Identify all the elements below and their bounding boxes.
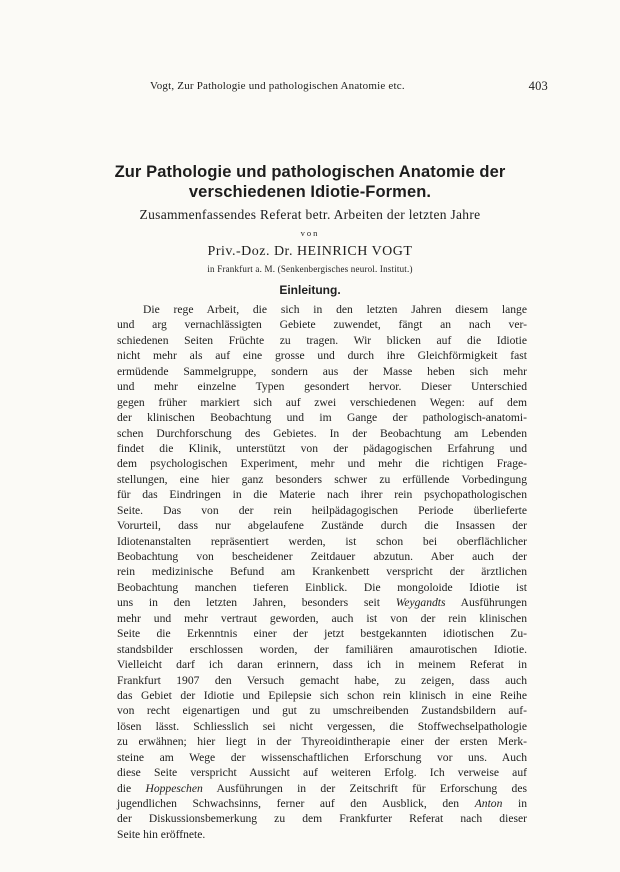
body-line: und mehr einzelne Typen gesondert hervor. Dieser Unterschied	[117, 380, 527, 394]
body-line: standsbilder erschlossen worden, der familiären amaurotischen Idiotie.	[117, 642, 527, 656]
running-title: Vogt, Zur Pathologie und pathologischen Anatomie etc.	[150, 80, 405, 92]
body-line: rein medizinische Befund am Krankenbett verspricht der ärztlichen	[117, 565, 527, 579]
body-line: die Hoppeschen Ausführungen in der Zeitschrift für Erforschung des	[117, 781, 527, 795]
body-line: gegen früher markiert sich auf zwei verschiedenen Wegen: auf dem	[117, 395, 527, 409]
body-line: ermüdende Sammelgruppe, sondern aus der Masse heben sich mehr	[117, 364, 527, 378]
body-paragraph	[117, 302, 527, 842]
byline-von: von	[300, 228, 320, 238]
body-line: von recht eigenartigen und gut zu umschreibenden Zustandsbildern auf-	[117, 704, 527, 718]
body-line: zu erwähnen; hier liegt in der Thyreoidintherapie einer der ersten Merk-	[117, 735, 527, 749]
body-line: uns in den letzten Jahren, besonders seit Weygandts Ausführungen	[117, 596, 528, 610]
body-line: der klinischen Beobachtung und im Gange der pathologisch-anatomi-	[117, 411, 527, 425]
body-line: mehr und mehr vertraut geworden, auch ist von der rein klinischen	[117, 611, 527, 625]
body-line: Seite hin eröffnete.	[117, 827, 206, 841]
page-number: 403	[528, 79, 548, 93]
body-line: Die rege Arbeit, die sich in den letzten Jahren diesem lange	[143, 303, 527, 316]
body-line: der Diskussionsbemerkung zu dem Frankfurter Referat nach dieser	[117, 812, 527, 826]
author-name: Priv.-Doz. Dr. HEINRICH VOGT	[207, 244, 413, 259]
body-line: diese Seite verspricht Aussicht auf weiteren Erfolg. Ich verweise auf	[117, 766, 527, 780]
italic-term: Hoppeschen	[145, 781, 203, 795]
article-title-line-2: verschiedenen Idiotie-Formen.	[188, 183, 432, 201]
body-line: Beobachtung von bescheidener Zeitdauer abzutun. Aber auch der	[117, 550, 527, 563]
body-line: lösen lässt. Schliesslich sei nicht vergessen, die Stoffwechselpathologie	[117, 719, 527, 733]
body-line: Vielleicht darf ich daran erinnern, dass ich in meinem Referat in	[117, 658, 527, 672]
article-subtitle: Zusammenfassendes Referat betr. Arbeiten der letzten Jahre	[139, 207, 481, 222]
body-line: steine am Wege der wissenschaftlichen Erforschung vor uns. Auch	[117, 750, 527, 764]
author-affiliation: in Frankfurt a. M. (Senkenbergisches neurol. Institut.)	[207, 264, 413, 274]
body-line: Seite die Erkenntnis einer der jetzt bestgekannten idiotischen Zu-	[117, 627, 527, 641]
body-line: das Gebiet der Idiotie und Epilepsie sich schon rein klinisch in eine Reihe	[117, 688, 527, 702]
body-line: Idiotenanstalten repräsentiert werden, ist schon bei oberflächlicher	[117, 534, 527, 548]
body-line: dem psychologischen Experiment, mehr und mehr die richtigen Frage-	[117, 457, 527, 471]
body-line: stellungen, eine hier ganz besonders schwer zu erfüllende Vorbedingung	[117, 472, 527, 486]
body-line: findet die Klinik, unterstützt von der pädagogischen Erfahrung und	[117, 441, 527, 455]
body-line: für das Eindringen in die Materie nach ihrer rein psychopathologischen	[117, 488, 527, 502]
body-line: Beobachtung manchen tieferen Einblick. Die mongoloide Idiotie ist	[117, 580, 527, 594]
body-line: Frankfurt 1907 den Versuch gemacht habe, zu zeigen, dass auch	[117, 673, 527, 687]
italic-term: Anton	[474, 797, 503, 810]
body-line: schiedenen Seiten Früchte zu tragen. Wir blicken auf die Idiotie	[117, 333, 527, 347]
body-line: nicht mehr als auf eine grosse und durch ihre Gleichförmigkeit fast	[117, 349, 527, 363]
article-title	[80, 162, 540, 202]
body-line: und arg vernachlässigten Gebiete zuwendet, fängt an nach ver-	[117, 318, 527, 332]
body-line: Vorurteil, dass nur abgelaufene Zustände durch die Insassen der	[117, 519, 527, 533]
body-line: jugendlichen Schwachsinns, ferner auf den Ausblick, den Anton in	[117, 797, 527, 810]
article-title-line-1: Zur Pathologie und pathologischen Anatomie der	[114, 163, 506, 181]
italic-term: Weygandts	[395, 596, 446, 610]
body-line: Seite. Das von der rein heilpädagogischen Periode überlieferte	[117, 503, 527, 517]
body-line: schen Durchforschung des Gebietes. In der Beobachtung am Lebenden	[117, 426, 527, 440]
section-heading: Einleitung.	[279, 283, 341, 297]
